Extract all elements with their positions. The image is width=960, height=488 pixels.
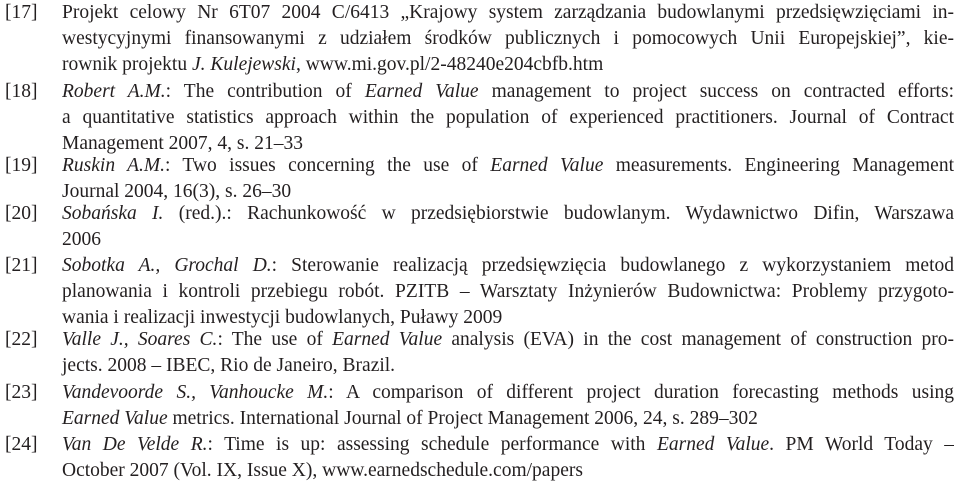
reference-line: Ruskin A.M.: Two issues concerning the use of Earned Value measurements. Engineering Management xyxy=(62,155,954,176)
reference-text xyxy=(62,79,954,157)
reference-number: [20] xyxy=(5,203,38,224)
reference-number: [18] xyxy=(5,81,38,102)
author-name: Vandevoorde S., Vanhoucke M. xyxy=(62,382,329,403)
reference-text xyxy=(62,153,954,205)
reference-number: [23] xyxy=(5,382,38,403)
reference-line: westycyjnymi finansowanymi z udziałem środków publicznych i pomocowych Unii Europejskiej”, kie- xyxy=(62,28,954,49)
author-name: Robert A.M. xyxy=(62,81,166,102)
reference-number: [17] xyxy=(5,2,38,23)
reference-line: Valle J., Soares C.: The use of Earned Value analysis (EVA) in the cost management of construction pro- xyxy=(62,329,954,350)
reference-text xyxy=(62,380,954,432)
author-name: Van De Velde R. xyxy=(62,434,208,455)
reference-text xyxy=(62,327,954,379)
reference-line: Management 2007, 4, s. 21–33 xyxy=(62,133,304,154)
reference-line: jects. 2008 – IBEC, Rio de Janeiro, Brazil. xyxy=(62,355,396,376)
author-name: Sobotka A., Grochal D. xyxy=(62,255,272,276)
reference-line: Earned Value metrics. International Journal of Project Management 2006, 24, s. 289–302 xyxy=(62,408,758,429)
reference-line: wania i realizacji inwestycji budowlanych, Puławy 2009 xyxy=(62,307,503,328)
reference-number: [22] xyxy=(5,329,38,350)
reference-line: planowania i kontroli przebiegu robót. PZITB – Warsztaty Inżynierów Budownictwa: Problemy przygoto- xyxy=(62,281,954,302)
author-name: J. Kulejewski xyxy=(191,54,296,75)
reference-line: Sobotka A., Grochal D.: Sterowanie realizacją przedsięwzięcia budowlanego z wykorzystaniem metod xyxy=(62,255,954,276)
reference-text xyxy=(62,0,954,78)
reference-line: Sobańska I. (red.).: Rachunkowość w przedsiębiorstwie budowlanym. Wydawnictwo Difin, Warszawa xyxy=(62,203,954,224)
reference-line: a quantitative statistics approach within the population of experienced practitioners. Journal of Contract xyxy=(62,107,954,128)
reference-line: Projekt celowy Nr 6T07 2004 C/6413 „Krajowy system zarządzania budowlanymi przedsięwzięciami in- xyxy=(62,2,954,23)
reference-number: [21] xyxy=(5,255,38,276)
reference-line: 2006 xyxy=(62,229,101,250)
reference-number: [19] xyxy=(5,155,38,176)
reference-line: Robert A.M.: The contribution of Earned Value management to project success on contracted efforts: xyxy=(62,81,954,102)
reference-text xyxy=(62,253,954,331)
reference-line: October 2007 (Vol. IX, Issue X), www.earnedschedule.com/papers xyxy=(62,460,583,481)
reference-line: rownik projektu J. Kulejewski, www.mi.gov.pl/2-48240e204cbfb.htm xyxy=(62,54,604,75)
reference-line: Van De Velde R.: Time is up: assessing schedule performance with Earned Value. PM World Today – xyxy=(62,434,954,455)
reference-line: Vandevoorde S., Vanhoucke M.: A comparison of different project duration forecasting methods using xyxy=(62,382,954,403)
author-name: Valle J., Soares C. xyxy=(62,329,218,350)
author-name: Sobańska I. xyxy=(62,203,164,224)
reference-line: Journal 2004, 16(3), s. 26–30 xyxy=(62,181,292,202)
reference-number: [24] xyxy=(5,434,38,455)
reference-text xyxy=(62,201,954,253)
reference-text xyxy=(62,432,954,484)
author-name: Ruskin A.M. xyxy=(62,155,165,176)
